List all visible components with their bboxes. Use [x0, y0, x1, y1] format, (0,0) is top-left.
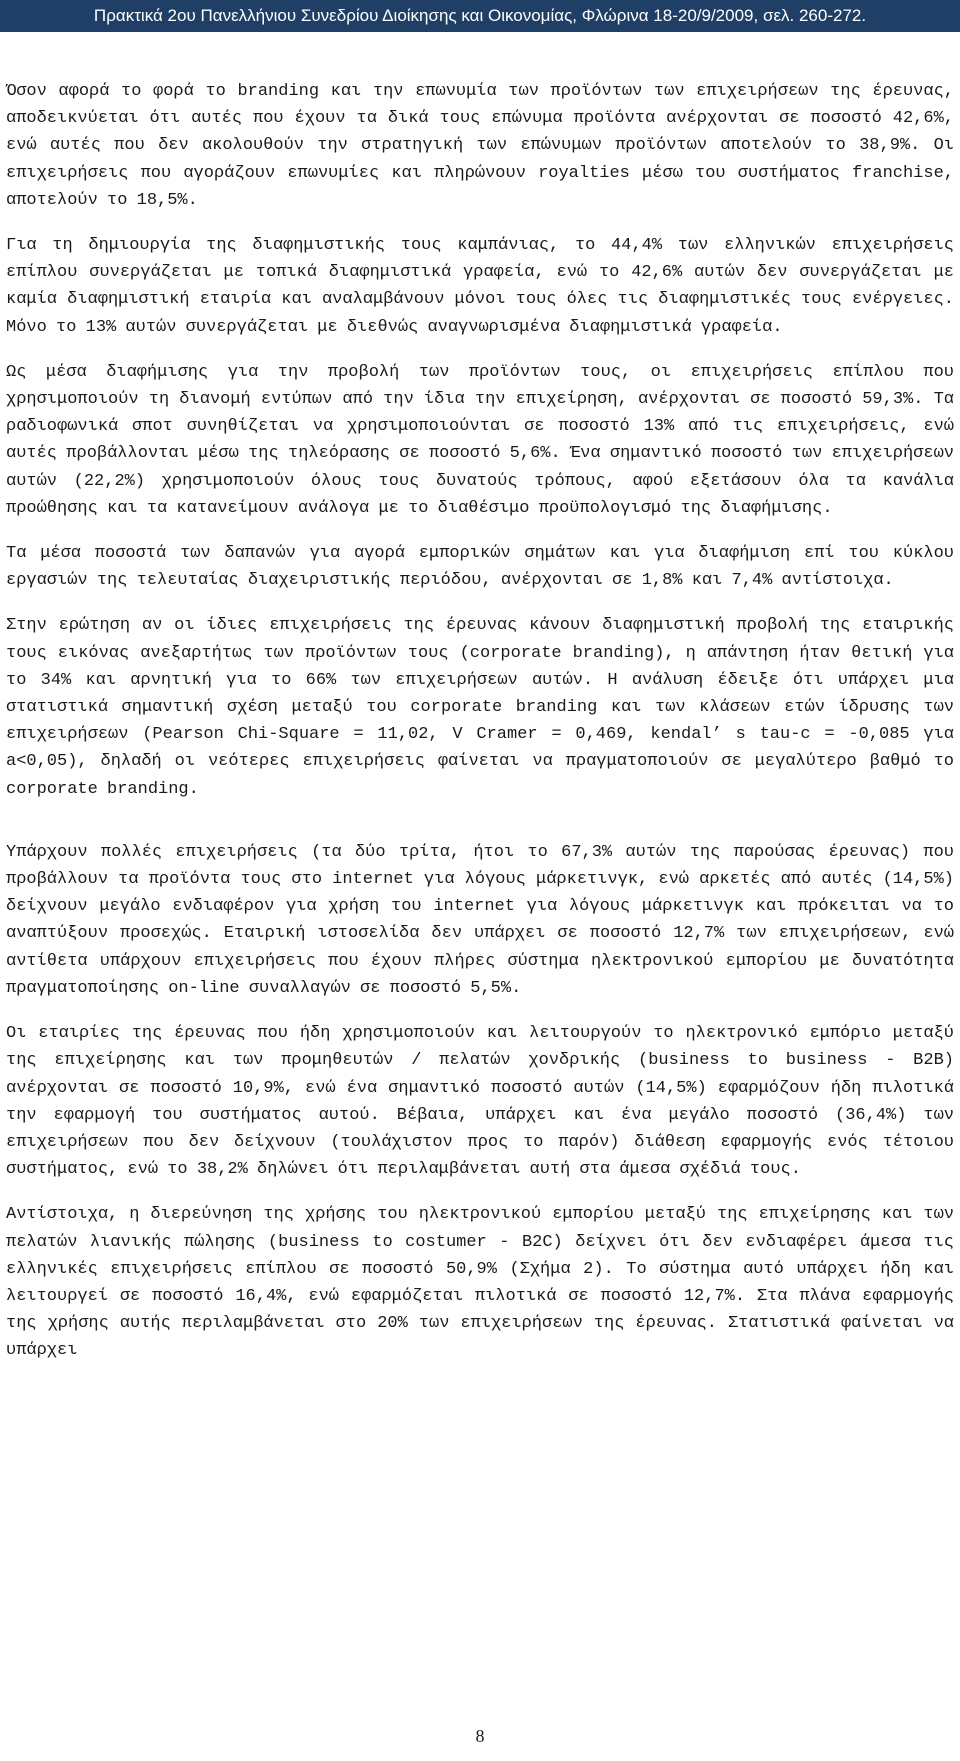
document-body [6, 78, 954, 1383]
page-number: 8 [475, 1726, 485, 1746]
paragraph-b2b: Οι εταιρίες της έρευνας που ήδη χρησιμοποιούν και λειτουργούν το ηλεκτρονικό εμπόριο μεταξύ της επιχείρησης και των προμηθευτών / πελατών χονδρικής (business to business - B2B) ανέρχονται σε ποσοστό 10,9%, ενώ ένα σημαντικό ποσοστό αυτών (14,5%) εφαρμόζουν ήδη πιλοτικά την εφαρμογή του συστήματος αυτού. Βέβαια, υπάρχει και ένα μεγάλο ποσοστό (36,4%) των επιχειρήσεων που δεν δείχνουν (τουλάχιστον προς το παρόν) διάθεση εφαρμογής ενός τέτοιου συστήματος, ενώ το 38,2% δηλώνει ότι περιλαμβάνεται αυτή στα άμεσα σχέδιά τους. [6, 1024, 954, 1180]
paragraph-branding: Όσον αφορά το φορά το branding και την επωνυμία των προϊόντων των επιχειρήσεων της έρευνας, αποδεικνύεται ότι αυτές που έχουν τα δικά τους επώνυμα προϊόντα ανέρχονται σε ποσοστό 42,6%, ενώ αυτές που δεν ακολουθούν την στρατηγική των επώνυμων προϊόντων αποτελούν το 38,9%. Οι επιχειρήσεις που αγοράζουν επωνυμίες και πληρώνουν royalties μέσω του συστήματος franchise, αποτελούν το 18,5%. [6, 82, 954, 210]
conference-header: Πρακτικά 2ου Πανελλήνιου Συνεδρίου Διοίκησης και Οικονομίας, Φλώρινα 18-20/9/2009, σελ. 260-272. [0, 0, 960, 32]
paragraph-advertising-media: Ως μέσα διαφήμισης για την προβολή των προϊόντων τους, οι επιχειρήσεις επίπλου που χρησιμοποιούν τη διανομή εντύπων από την ίδια την επιχείρηση, ανέρχονται σε ποσοστό 59,3%. Τα ραδιοφωνικά σποτ συνηθίζεται να χρησιμοποιούνται σε ποσοστό 13% από τις επιχειρήσεις, ενώ αυτές προβάλλονται μέσω της τηλεόρασης σε ποσοστό 5,6%. Ένα σημαντικό ποσοστό των επιχειρήσεων αυτών (22,2%) χρησιμοποιούν όλους τους δυνατούς τρόπους, αφού εξετάσουν όλα τα κανάλια προώθησης και τα κατανείμουν ανάλογα με το διαθέσιμο προϋπολογισμό της διαφήμισης. [6, 362, 954, 518]
paragraph-internet-marketing: Υπάρχουν πολλές επιχειρήσεις (τα δύο τρίτα, ήτοι το 67,3% αυτών της παρούσας έρευνας) που προβάλλουν τα προϊόντα τους στο internet για λόγους μάρκετινγκ, ενώ αρκετές από αυτές (14,5%) δείχνουν μεγάλο ενδιαφέρον για χρήση του internet για λόγους μάρκετινγκ και πρόκειται να το αναπτύξουν προσεχώς. Εταιρική ιστοσελίδα δεν υπάρχει σε ποσοστό 12,7% των επιχειρήσεων, ενώ αντίθετα υπάρχουν επιχειρήσεις που έχουν πλήρες σύστημα ηλεκτρονικού εμπορίου με δυνατότητα πραγματοποίησης on-line συναλλαγών σε ποσοστό 5,5%. [6, 842, 954, 998]
paragraph-b2c: Αντίστοιχα, η διερεύνηση της χρήσης του ηλεκτρονικού εμπορίου μεταξύ της επιχείρησης και των πελατών λιανικής πώλησης (business to costumer - B2C) δείχνει ότι δεν ενδιαφέρει άμεσα τις ελληνικές επιχειρήσεις επίπλου σε ποσοστό 50,9% (Σχήμα 2). Το σύστημα αυτό υπάρχει ήδη και λειτουργεί σε ποσοστό 16,4%, ενώ εφαρμόζεται πιλοτικά σε ποσοστό 12,7%. Στα πλάνα εφαρμογής της χρήσης αυτής περιλαμβάνεται στο 20% των επιχειρήσεων της έρευνας. Στατιστικά φαίνεται να υπάρχει [6, 1205, 954, 1361]
paragraph-corporate-branding: Στην ερώτηση αν οι ίδιες επιχειρήσεις της έρευνας κάνουν διαφημιστική προβολή της εταιρικής τους εικόνας ανεξαρτήτως των προϊόντων τους (corporate branding), η απάντηση ήταν θετική για το 34% και αρνητική για το 66% των επιχειρήσεων αυτών. Η ανάλυση έδειξε ότι υπάρχει μια στατιστικά σημαντική σχέση μεταξύ του corporate branding και των κλάσεων ετών ίδρυσης των επιχειρήσεων (Pearson Chi-Square = 11,02, V Cramer = 0,469, kendal’ s tau-c = -0,085 για a<0,05), δηλαδή οι νεότερες επιχειρήσεις φαίνεται να πραγματοποιούν σε μεγαλύτερο βαθμό το corporate branding. [6, 616, 954, 799]
paragraph-advertising-campaign: Για τη δημιουργία της διαφημιστικής τους καμπάνιας, το 44,4% των ελληνικών επιχειρήσεις επίπλου συνεργάζεται με τοπικά διαφημιστικά γραφεία, ενώ το 42,6% αυτών δεν συνεργάζεται με καμία διαφημιστική εταιρία και αναλαμβάνουν μόνοι τους όλες τις διαφημιστικές τους ενέργειες. Μόνο το 13% αυτών συνεργάζεται με διεθνώς αναγνωρισμένα διαφημιστικά γραφεία. [6, 236, 954, 337]
paragraph-expenses: Τα μέσα ποσοστά των δαπανών για αγορά εμπορικών σημάτων και για διαφήμιση επί του κύκλου εργασιών της τελευταίας διαχειριστικής περιόδου, ανέρχονται σε 1,8% και 7,4% αντίστοιχα. [6, 544, 954, 591]
